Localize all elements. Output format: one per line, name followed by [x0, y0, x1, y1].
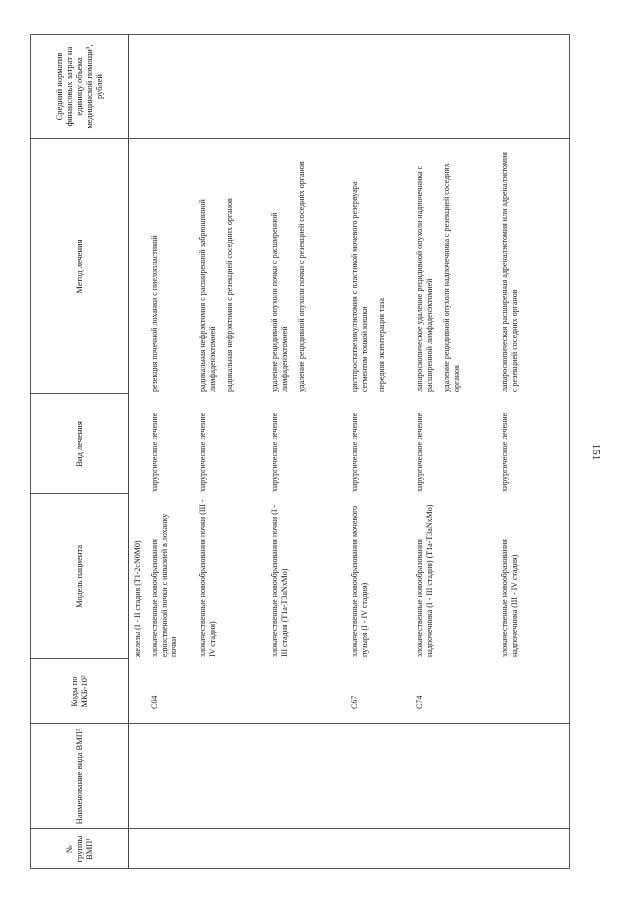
page-number: 151	[590, 443, 602, 461]
col-divider	[30, 493, 128, 494]
header-vmp-name: Наименование вида ВМП¹	[73, 728, 84, 825]
treatment-method	[500, 152, 519, 392]
icd-code: C74	[415, 695, 424, 709]
icd-code: C67	[350, 695, 359, 709]
header-patient-model: Модель пациента	[73, 544, 84, 609]
treatment-type: хирургическое лечение	[500, 412, 509, 492]
treatment-method	[415, 152, 461, 392]
patient-model: злокачественные новообразования надпочечника (I - III стадия) (T1a-T3aNxMo)	[415, 504, 434, 657]
col-divider	[30, 138, 570, 139]
table-header	[30, 34, 129, 869]
treatment-method	[150, 152, 160, 392]
header-avg-cost: Средний норматив финансовых затрат на единицу объема медицинской помощи³, рублей	[53, 44, 105, 129]
method-item: цистпростатвезикулэктомия с пластикой мочевого резервуара сегментом тонкой кишки	[350, 181, 369, 392]
method-item: удаление рецидивной опухоли надпочечника с резекцией соседних органов	[442, 163, 461, 392]
icd-code: C64	[150, 695, 159, 709]
header-group-no: № группы ВМП¹	[63, 835, 95, 863]
method-item: радикальная нефрэктомия с расширенной забрюшинной лимфаденэктомией	[198, 199, 217, 392]
method-item: удаление рецидивной опухоли почки с резекцией соседних органов	[297, 161, 307, 392]
method-item: радикальная нефрэктомия с резекцией соседних органов	[225, 198, 235, 392]
header-icd-codes: Коды по МКБ-10²	[68, 675, 89, 708]
header-treatment-method: Метод лечения	[73, 239, 84, 294]
col-divider	[30, 723, 570, 724]
treatment-table	[30, 34, 570, 869]
method-item: передняя экзентерация таза	[377, 298, 387, 392]
treatment-type: хирургическое лечение	[270, 412, 279, 492]
method-item: резекция почечной лоханки с пиелопластикой	[150, 235, 159, 392]
patient-model: злокачественные новообразования единственной почки с инвазией в лоханку почки	[150, 513, 179, 657]
patient-model: злокачественные новообразования мочевого пузыря (I - IV стадия)	[350, 505, 369, 657]
treatment-method	[198, 152, 235, 392]
header-treatment-type: Вид лечения	[73, 421, 84, 467]
treatment-type: хирургическое лечение	[350, 412, 359, 492]
continuation-text: железы (I - II стадия (T1-2cN0M0)	[133, 540, 142, 657]
col-divider	[30, 393, 128, 394]
method-item: лапароскопическая расширенная адреналэктомия или адреналэктомия с резекцией соседних органов	[500, 152, 519, 392]
patient-model: злокачественные новообразования надпочечника (III - IV стадия)	[500, 539, 519, 657]
method-item: удаление рецидивной опухоли почки с расширенной лимфаденэктомией	[270, 212, 289, 392]
treatment-type: хирургическое лечение	[150, 412, 159, 492]
treatment-method	[350, 152, 387, 392]
treatment-type: хирургическое лечение	[198, 412, 207, 492]
treatment-type: хирургическое лечение	[415, 412, 424, 492]
col-divider	[30, 658, 128, 659]
patient-model: злокачественные новообразования почки (I - III стадия (T1a-T3aNxMo)	[270, 504, 289, 657]
treatment-method	[270, 152, 307, 392]
col-divider	[30, 828, 570, 829]
patient-model: злокачественные новообразования почки (III - IV стадия)	[198, 499, 217, 657]
method-item: лапароскопическое удаление рецидивной опухоли надпочечника с расширенной лимфаденэктомией	[415, 165, 434, 392]
